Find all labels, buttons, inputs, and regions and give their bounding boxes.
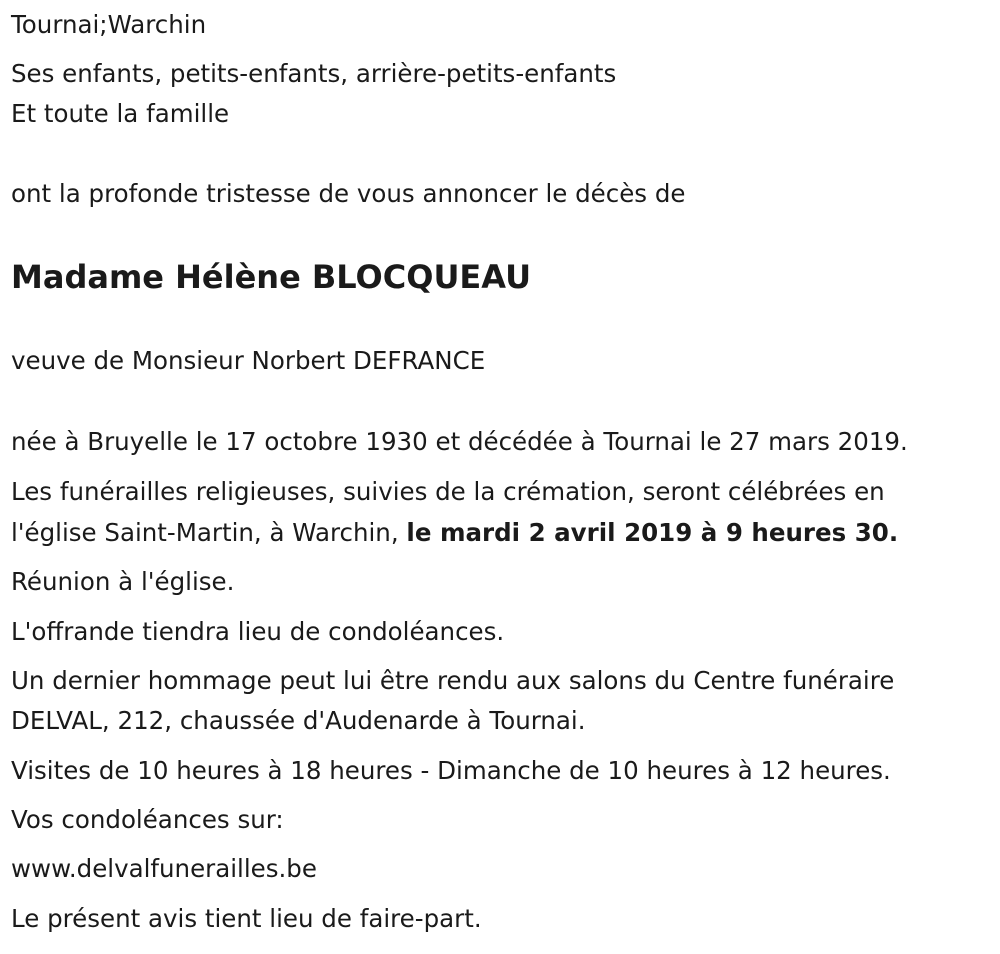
funeral-line-2: [11, 513, 898, 553]
condolences-label: Vos condoléances sur:: [11, 805, 284, 834]
offering-line: L'offrande tiendra lieu de condoléances.: [11, 617, 505, 646]
website-link[interactable]: www.delvalfunerailles.be: [11, 854, 317, 883]
birth-death-line: née à Bruyelle le 17 octobre 1930 et décédée à Tournai le 27 mars 2019.: [11, 427, 908, 456]
funeral-place: l'église Saint-Martin, à Warchin,: [11, 518, 407, 547]
meeting-line: Réunion à l'église.: [11, 567, 235, 596]
family-line-1: Ses enfants, petits-enfants, arrière-petits-enfants: [11, 59, 617, 88]
funeral-datetime: le mardi 2 avril 2019 à 9 heures 30.: [406, 518, 899, 547]
location-line: Tournai;Warchin: [11, 10, 207, 39]
visits-line: Visites de 10 heures à 18 heures - Dimanche de 10 heures à 12 heures.: [11, 756, 891, 785]
family-line-2: Et toute la famille: [11, 99, 230, 128]
tribute-line-1: Un dernier hommage peut lui être rendu aux salons du Centre funéraire: [11, 666, 895, 695]
deceased-name: Madame Hélène BLOCQUEAU: [11, 258, 532, 296]
closing-line: Le présent avis tient lieu de faire-part.: [11, 904, 482, 933]
spouse-line: veuve de Monsieur Norbert DEFRANCE: [11, 346, 486, 375]
tribute-line-2: DELVAL, 212, chaussée d'Audenarde à Tournai.: [11, 706, 586, 735]
announcement-line: ont la profonde tristesse de vous annoncer le décès de: [11, 179, 686, 208]
funeral-line-1: Les funérailles religieuses, suivies de la crémation, seront célébrées en: [11, 477, 885, 506]
